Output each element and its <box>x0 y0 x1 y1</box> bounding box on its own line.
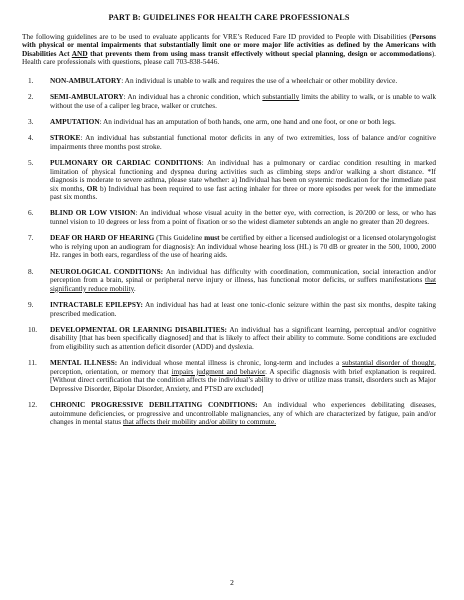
item-title: MENTAL ILLNESS: <box>50 358 118 368</box>
item-text: b) Individual has been required to use fast acting inhaler for three or more episodes per week for the immediate past six months. <box>50 183 436 202</box>
item-underlined-text: that affects their mobility and/or ability to commute. <box>122 417 277 427</box>
item-number: 6. <box>28 208 34 218</box>
intro-and-underlined: AND <box>71 48 88 58</box>
item-text: limits the ability to walk, or is unable to walk without the use of a caliper leg brace, walker or crutches. <box>50 92 436 110</box>
item-title: INTRACTABLE EPILEPSY: <box>50 300 143 309</box>
item-text: An individual has a significant learning, perceptual and/or cognitive disability [that has been specifically diagnosed] and that is likely to affect their ability to commute. Some conditions are excluded from eligibility such as attention deficit disorder (ADD) and dyslexia. <box>50 324 437 351</box>
item-number: 2. <box>28 92 34 102</box>
item-text: (This Guideline <box>154 233 205 243</box>
item-text: An individual has difficulty with coordination, communication, social interaction and/or perception from a brain, spinal or peripheral nerve injury or illness, has functional motor deficits, or suffers manifestations <box>50 266 436 285</box>
item-number: 1. <box>28 75 34 85</box>
intro-bold-text: Persons with physical or mental impairments that substantially limit one or more major life activities as defined by the Americans with Disabilities Act <box>22 31 436 58</box>
item-text: . A specific diagnosis with brief explanation is required. [Without direct certification that the condition affects the individual’s ability to drive or utilize mass transit, disorders such as Major Depressive Disorder, Bipolar Disorder, Anxiety, and PTSD are excluded] <box>50 366 436 393</box>
item-text: : An individual is unable to walk and requires the use of a wheelchair or other mobility device. <box>121 75 398 85</box>
intro-paragraph <box>22 33 436 67</box>
intro-bold-text: that prevents them from using mass transit effectively without special planning, design or accommodations <box>87 48 432 58</box>
item-text: . <box>133 283 136 293</box>
guideline-item-semi-ambulatory <box>22 93 436 110</box>
item-text: An individual has had at least one tonic-clonic seizure within the past six months, despite taking prescribed medication. <box>50 300 436 318</box>
guideline-item-amputation <box>22 118 436 127</box>
item-title: AMPUTATION <box>50 116 100 126</box>
item-number: 4. <box>28 133 34 143</box>
item-title: PULMONARY OR CARDIAC CONDITIONS <box>50 157 202 167</box>
intro-contact-text: ). Health care professionals with questions, please call 703-838-5446. <box>22 48 436 67</box>
guideline-item-blind-low-vision <box>22 209 436 226</box>
item-text: : An individual has substantial functional motor deficits in any of two extremities, loss of balance and/or cognitive impairments three months post stroke. <box>50 133 436 151</box>
item-text: : An individual whose visual acuity in the better eye, with correction, is 20/200 or less, or who has tunnel vision to 10 degrees or less from a point of fixation or so the widest diameter subtends an angle no greater than 20 degrees. <box>50 208 436 227</box>
guideline-item-mental-illness <box>22 359 436 393</box>
page-number: 2 <box>230 578 234 587</box>
guideline-list <box>22 77 436 427</box>
item-title: STROKE <box>50 133 81 143</box>
item-text: be certified by either a licensed audiologist or a licensed otolaryngologist who is relying upon an audiogram for diagnosis): An individual whose hearing loss (HL) is 70 dB or greater in the 500, 1000, 2000 Hz. ranges in both ears, regardless of the use of hearing aids. <box>50 233 436 260</box>
item-text: : An individual has an amputation of both hands, one arm, one hand and one foot, or one or both legs. <box>99 116 396 126</box>
item-title: BLIND OR LOW VISION <box>50 208 136 218</box>
item-underlined-text: substantially <box>262 92 300 102</box>
item-number: 11. <box>28 358 37 368</box>
item-title: NON-AMBULATORY <box>50 75 122 85</box>
guideline-item-developmental-learning <box>22 326 436 352</box>
item-number: 8. <box>28 266 34 276</box>
item-text: , perception, orientation, or memory that <box>50 358 436 376</box>
item-underlined-text: substantial disorder of thought <box>342 358 435 368</box>
item-underlined-text: that significantly reduce mobility <box>50 275 436 293</box>
guideline-item-deaf-hard-of-hearing <box>22 234 436 260</box>
item-title: CHRONIC PROGRESSIVE DEBILITATING CONDITIONS: <box>50 400 258 410</box>
guideline-item-pulmonary-cardiac <box>22 159 436 202</box>
item-title: DEAF OR HARD OF HEARING <box>50 233 155 243</box>
guideline-item-epilepsy <box>22 301 436 318</box>
item-title: NEUROLOGICAL CONDITIONS: <box>50 266 164 276</box>
guideline-item-chronic-progressive <box>22 401 436 427</box>
guideline-item-stroke <box>22 134 436 151</box>
item-number: 10. <box>28 324 38 334</box>
intro-text: The following guidelines are to be used to evaluate applicants for VRE’s Reduced Fare ID provided to People with Disabilities ( <box>22 31 412 41</box>
item-underlined-text: impairs judgment and behavior <box>171 366 266 376</box>
item-text: An individual who experiences debilitating diseases, autoimmune deficiencies, or progressive and uncontrollable malignancies, any of which are characterized by fatigue, pain and/or changes in mental status <box>50 400 436 427</box>
item-text: : An individual has a chronic condition, which <box>123 92 263 102</box>
item-number: 12. <box>28 400 38 410</box>
item-text: An individual whose mental illness is chronic, long-term and includes a <box>117 358 343 368</box>
guideline-item-neurological <box>22 268 436 294</box>
guideline-item-non-ambulatory <box>22 77 436 86</box>
item-number: 7. <box>28 233 34 243</box>
item-bold-text: must <box>204 233 220 243</box>
item-text: : An individual has a pulmonary or cardiac condition resulting in marked limitation of physical functioning and dyspnea during activities such as climbing steps and/or walking a short distance. *If diagnosis is moderate to severe asthma, please state whether: a) Individual has been on systemic medication for the immediate past six months, <box>50 157 436 193</box>
item-title: SEMI-AMBULATORY <box>50 92 124 102</box>
item-number: 3. <box>28 116 34 126</box>
item-title: DEVELOPMENTAL OR LEARNING DISABILITIES: <box>50 324 227 334</box>
item-bold-text: OR <box>86 183 98 193</box>
item-number: 9. <box>28 300 34 309</box>
page-title: PART B: GUIDELINES FOR HEALTH CARE PROFESSIONALS <box>108 13 350 22</box>
item-number: 5. <box>28 157 34 167</box>
